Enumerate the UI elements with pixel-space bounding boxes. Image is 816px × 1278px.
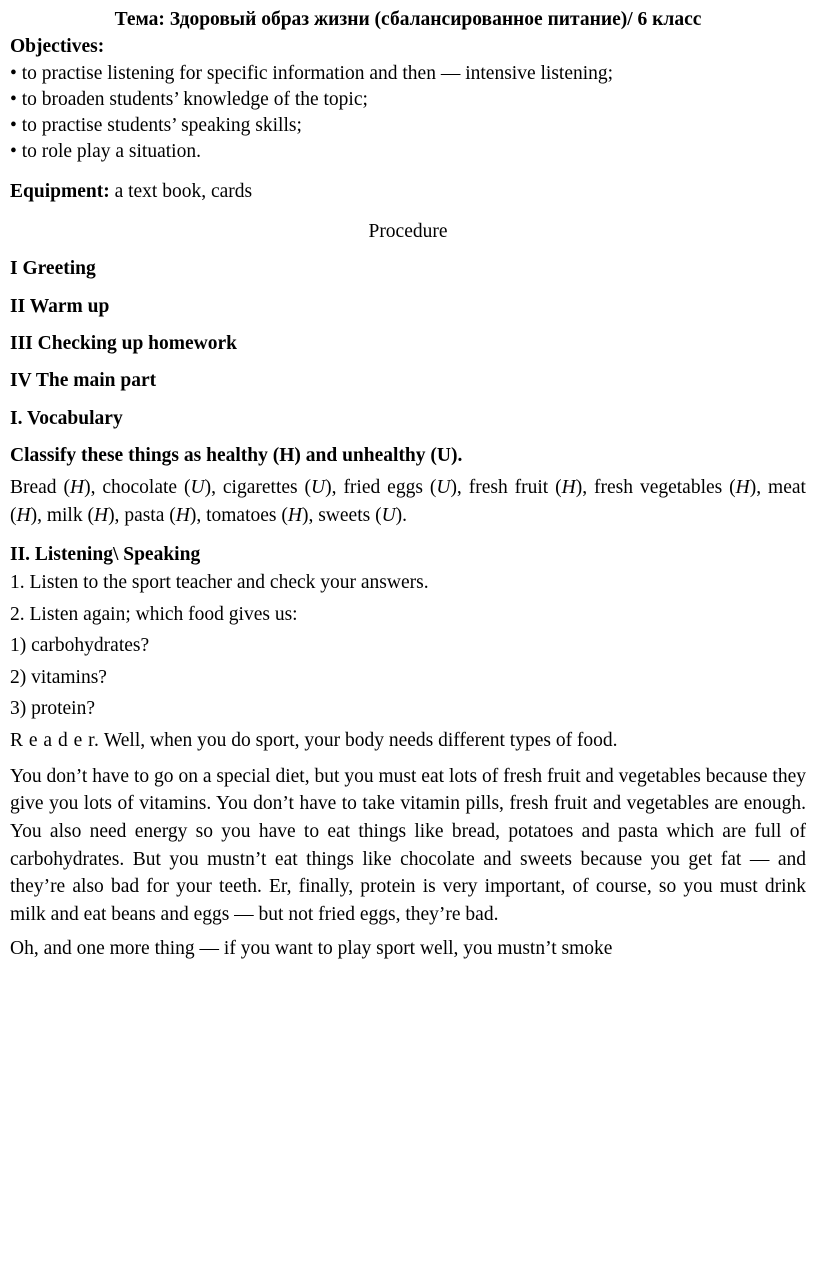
- task-item: 1) carbohydrates?: [10, 635, 150, 657]
- task-item: 3) protein?: [10, 698, 96, 720]
- vocabulary-separator: ),: [325, 477, 344, 499]
- objective-item: • to broaden students’ knowledge of the topic;: [10, 89, 368, 111]
- vocabulary-word: tomatoes (: [206, 505, 288, 527]
- vocabulary-word: milk (: [46, 505, 94, 527]
- reader-intro-text: Well, when you do sport, your body needs different types of food.: [99, 729, 618, 751]
- vocabulary-mark: H: [561, 477, 576, 499]
- objective-item: • to role play a situation.: [10, 140, 201, 162]
- task-item: 2) vitamins?: [10, 666, 107, 688]
- vocabulary-word: meat (: [10, 477, 806, 527]
- vocabulary-items: [10, 474, 806, 529]
- vocabulary-mark: H: [175, 505, 190, 527]
- section-checking-homework: III Checking up homework: [10, 332, 238, 354]
- objective-item: • to practise students’ speaking skills;: [10, 114, 302, 136]
- vocabulary-word: fresh vegetables (: [594, 477, 736, 499]
- vocabulary-task: Classify these things as healthy (H) and unhealthy (U).: [10, 444, 463, 466]
- section-greeting: I Greeting: [10, 258, 96, 280]
- task-item: 1. Listen to the sport teacher and check your answers.: [10, 572, 429, 594]
- section-main-part: IV The main part: [10, 370, 157, 392]
- vocabulary-mark: H: [93, 505, 109, 527]
- vocabulary-separator: ),: [575, 477, 595, 499]
- vocabulary-word: sweets (: [318, 505, 382, 527]
- vocabulary-separator: ),: [301, 505, 319, 527]
- vocabulary-mark: H: [16, 505, 31, 527]
- reader-closing-line: Oh, and one more thing — if you want to play sport well, you mustn’t smoke: [10, 937, 613, 959]
- objective-item: • to practise listening for specific information and then — intensive listening;: [10, 63, 614, 85]
- vocabulary-word: chocolate (: [102, 477, 191, 499]
- vocabulary-word: pasta (: [124, 505, 176, 527]
- vocabulary-word: fresh fruit (: [468, 477, 562, 499]
- section-warm-up: II Warm up: [10, 295, 110, 317]
- vocabulary-separator: ),: [84, 477, 103, 499]
- vocabulary-separator: ),: [189, 505, 207, 527]
- vocabulary-mark: U: [381, 505, 396, 527]
- equipment-line: [10, 179, 806, 205]
- vocabulary-separator: ).: [395, 505, 408, 527]
- reader-intro-line: [10, 725, 806, 757]
- vocabulary-word: Bread (: [10, 477, 70, 499]
- task-item: 2. Listen again; which food gives us:: [10, 603, 298, 625]
- section-vocabulary: I. Vocabulary: [10, 407, 123, 429]
- vocabulary-separator: ),: [749, 477, 769, 499]
- equipment-value: a text book, cards: [109, 180, 253, 202]
- vocabulary-separator: ),: [108, 505, 125, 527]
- vocabulary-mark: U: [311, 477, 326, 499]
- vocabulary-word: cigarettes (: [222, 477, 312, 499]
- vocabulary-mark: H: [735, 477, 750, 499]
- vocabulary-mark: H: [69, 477, 85, 499]
- vocabulary-word: fried eggs (: [343, 477, 437, 499]
- page-title: Тема: Здоровый образ жизни (сбалансированное питание)/ 6 класс: [114, 9, 702, 30]
- objectives-label: Objectives:: [10, 36, 105, 58]
- vocabulary-separator: ),: [450, 477, 469, 499]
- section-listening-speaking: II. Listening\ Speaking: [10, 543, 201, 565]
- reader-paragraph: You don’t have to go on a special diet, but you must eat lots of fresh fruit and vegetables because they give you lots of vitamins. You don’t have to take vitamin pills, fresh fruit and vegetables are enough. You also need energy so you have to eat things like bread, potatoes and pasta which are full of carbohydrates. But you mustn’t eat things like chocolate and sweets because you get fat — and they’re also bad for your teeth. Er, finally, protein is very important, of course, so you must drink milk and eat beans and eggs — but not fried eggs, they’re bad.: [10, 765, 806, 925]
- vocabulary-separator: ),: [204, 477, 223, 499]
- vocabulary-mark: U: [190, 477, 205, 499]
- equipment-label: Equipment:: [10, 180, 110, 202]
- vocabulary-mark: H: [287, 505, 302, 527]
- vocabulary-separator: ),: [30, 505, 47, 527]
- procedure-label: Procedure: [368, 220, 448, 242]
- reader-label: R e a d e r.: [10, 729, 100, 751]
- vocabulary-mark: U: [436, 477, 451, 499]
